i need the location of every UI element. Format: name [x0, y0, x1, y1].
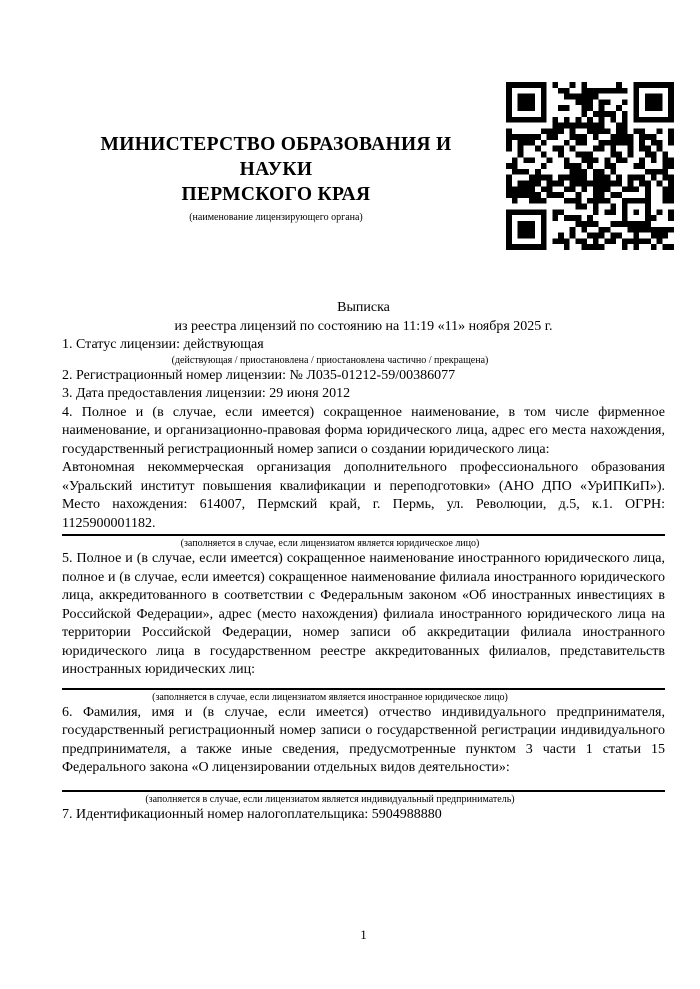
document-title-line: Выписка	[337, 300, 390, 315]
field-legal-entity-question: 4. Полное и (в случае, если имеется) сокращенное наименование, в том числе фирменное наименование, и организационно-правовая форма юридического лица, адрес его места нахождения, государственный регистрационный номер записи о создании юридического лица:	[62, 404, 665, 457]
qr-code	[506, 82, 674, 250]
field-entrepreneur-question: 6. Фамилия, имя и (в случае, если имеется) отчество индивидуального предпринимателя, государственный регистрационный номер записи о государственной регистрации индивидуального предпринимателя, а также иные сведения, предусмотренные пунктом 3 части 1 статьи 15 Федерального закона «О лицензировании отдельных видов деятельности»:	[62, 704, 665, 775]
document-body	[62, 299, 665, 824]
fill-line-entrepreneur	[62, 790, 665, 792]
document-title-date-line: из реестра лицензий по состоянию на 11:19 «11» ноября 2025 г.	[174, 318, 553, 334]
legal-entity-hint: (заполняется в случае, если лицензиатом является юридическое лицо)	[180, 538, 480, 549]
field-license-status: 1. Статус лицензии: действующая	[62, 337, 264, 352]
field-registration-number: 2. Регистрационный номер лицензии: № Л035-01212-59/00386077	[62, 367, 456, 383]
fill-line-foreign-entity	[62, 688, 665, 690]
fill-line-legal-entity	[62, 534, 665, 536]
ministry-name-line2: ПЕРМСКОГО КРАЯ	[181, 184, 371, 205]
licensing-authority-caption: (наименование лицензирующего органа)	[189, 212, 363, 223]
document-title	[62, 299, 665, 336]
ministry-name-line1: МИНИСТЕРСТВО ОБРАЗОВАНИЯ И НАУКИ	[100, 134, 452, 180]
entrepreneur-hint: (заполняется в случае, если лицензиатом является индивидуальный предприниматель)	[145, 793, 515, 805]
field-taxpayer-number: 7. Идентификационный номер налогоплательщика: 5904988880	[62, 806, 442, 822]
page-number: 1	[360, 927, 367, 942]
license-status-hint: (действующая / приостановлена / приостановлена частично / прекращена)	[171, 354, 489, 366]
document-header	[62, 132, 490, 224]
field-foreign-entity-question: 5. Полное и (в случае, если имеется) сокращенное наименование иностранного юридического лица, полное и (в случае, если имеется) сокращенное наименование филиала иностранного юридического лица, аккредитованного в соответствии с Федеральным законом «Об иностранных инвестициях в Российской Федерации», адрес (место нахождения) филиала иностранного юридического лица на территории Российской Федерации, номер записи об аккредитации филиала иностранного юридического лица в государственном реестре аккредитованных филиалов, представительств иностранных юридических лиц:	[62, 551, 665, 677]
field-license-date: 3. Дата предоставления лицензии: 29 июня 2012	[62, 386, 351, 401]
foreign-entity-hint: (заполняется в случае, если лицензиатом является иностранное юридическое лицо)	[152, 691, 508, 703]
field-legal-entity-answer: Автономная некоммерческая организация дополнительного профессионального образования «Уральский институт повышения квалификации и переподготовки» (АНО ДПО «УрИПКиП»). Место нахождения: 614007, Пермский край, г. Пермь, ул. Революции, д.5, к.1. ОГРН: 1125900001182.	[62, 460, 665, 531]
